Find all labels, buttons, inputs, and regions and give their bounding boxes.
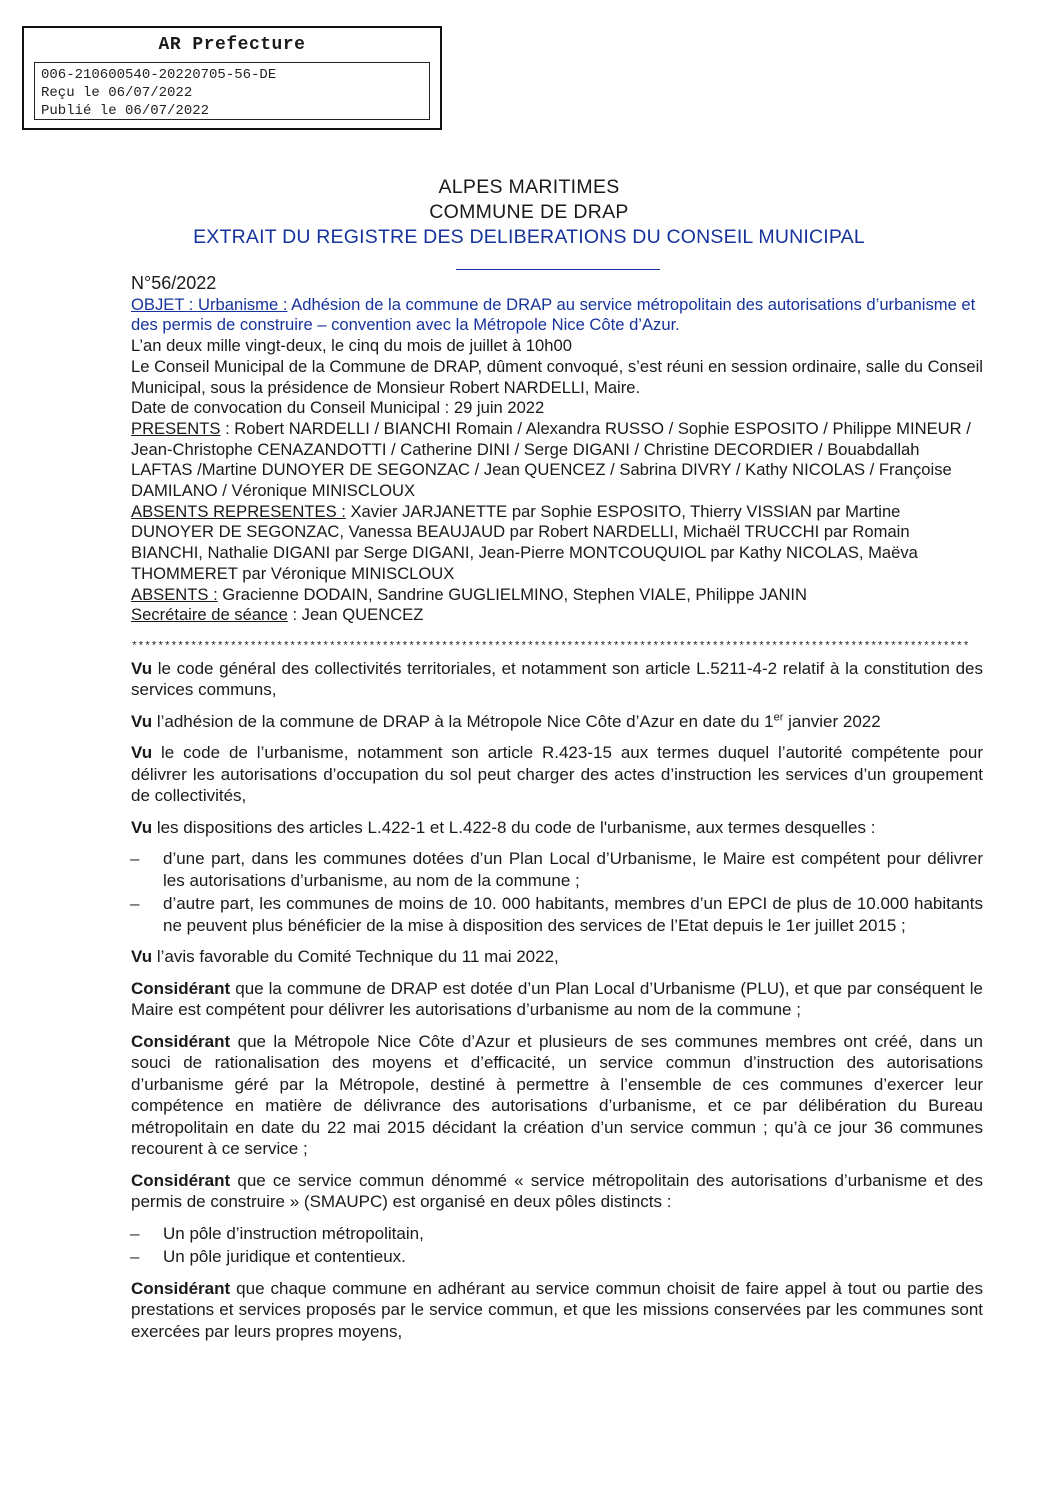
list-item: – Un pôle d’instruction métropolitain,	[131, 1223, 983, 1245]
paragraph-lead: Considérant	[131, 1031, 231, 1051]
list-item: – Un pôle juridique et contentieux.	[131, 1246, 983, 1268]
register-extract-heading: EXTRAIT DU REGISTRE DES DELIBERATIONS DU CONSEIL MUNICIPAL	[193, 226, 865, 248]
session-date: L’an deux mille vingt-deux, le cinq du mois de juillet à 10h00	[131, 336, 572, 356]
objet-line	[131, 295, 983, 336]
paragraph-text: l’adhésion de la commune de DRAP à la Métropole Nice Côte d’Azur en date du 1	[152, 711, 774, 731]
vu-paragraph	[131, 946, 983, 968]
commune-heading: COMMUNE DE DRAP	[429, 201, 629, 223]
convocation-date: Date de convocation du Conseil Municipal : 29 juin 2022	[131, 398, 545, 418]
presents-list: : Robert NARDELLI / BIANCHI Romain / Alexandra RUSSO / Sophie ESPOSITO / Philippe MINEUR / Jean-Christophe CENAZANDOTTI / Catherine DINI / Serge DIGANI / Christine DECORDIER / Bouabdallah LAFTAS /Martine DUNOYER DE SEGONZAC / Jean QUENCEZ / Sabrina DIVRY / Kathy NICOLAS / Françoise DAMILANO / Véronique MINISCLOUX	[131, 418, 971, 501]
paragraph-text: janvier 2022	[783, 711, 881, 731]
document-body	[131, 273, 983, 1352]
presents-label: PRESENTS	[131, 418, 221, 438]
paragraph-text: que la commune de DRAP est dotée d’un Plan Local d’Urbanisme (PLU), et que par conséquent le Maire est compétent pour délivrer les autorisations d’urbanisme au nom de la commune ;	[131, 978, 983, 1020]
list-item: – d’une part, dans les communes dotées d’un Plan Local d’Urbanisme, le Maire est compétent pour délivrer les autorisations d’urbanisme, au nom de la commune ;	[131, 848, 983, 891]
absents-represented-list: Xavier JARJANETTE par Sophie ESPOSITO, Thierry VISSIAN par Martine DUNOYER DE SEGONZAC, Vanessa BEAUJAUD par Robert NARDELLI, Michaël TRUCCHI par Romain BIANCHI, Nathalie DIGANI par Serge DIGANI, Jean-Pierre MONTCOUQUIOL par Kathy NICOLAS, Maëva THOMMERET par Véronique MINISCLOUX	[131, 501, 918, 583]
paragraph-lead: Vu	[131, 658, 153, 678]
paragraph-lead: Vu	[131, 817, 153, 837]
session-convened: Le Conseil Municipal de la Commune de DRAP, dûment convoqué, s’est réuni en session ordinaire, salle du Conseil Municipal, sous la présidence de Monsieur Robert NARDELLI, Maire.	[131, 356, 983, 397]
paragraph-lead: Considérant	[131, 1278, 231, 1298]
objet-label: OBJET : Urbanisme :	[131, 294, 288, 314]
paragraph-lead: Vu	[131, 743, 153, 763]
paragraph-lead: Vu	[131, 947, 153, 967]
stamp-details	[34, 62, 430, 120]
paragraph-text: que ce service commun dénommé « service métropolitain des autorisations d’urbanisme et des permis de construire » (SMAUPC) est organisé en deux pôles distincts :	[131, 1170, 983, 1212]
considerant-paragraph	[131, 1278, 983, 1343]
paragraph-text: les dispositions des articles L.422-1 et L.422-8 du code de l'urbanisme, aux termes desquelles :	[152, 817, 876, 837]
vu-paragraph	[131, 711, 983, 733]
asterisk-separator: *******************************************************************************************************************************	[131, 640, 970, 653]
vu-paragraph	[131, 658, 983, 701]
ordinal-superscript: er	[773, 711, 784, 724]
paragraph-text: que chaque commune en adhérant au service commun choisit de faire appel à tout ou partie des prestations et services proposés par le service commun, et que les missions conservées par les communes sont exercées par leurs propres moyens,	[131, 1278, 983, 1341]
paragraph-text: l’avis favorable du Comité Technique du 11 mai 2022,	[152, 947, 559, 967]
paragraph-lead: Vu	[131, 711, 153, 731]
list-item: – d’autre part, les communes de moins de 10. 000 habitants, membres d’un EPCI de plus de 10.000 habitants ne peuvent plus bénéficier de la mise à disposition des services de l’Etat depuis le 1er juillet 2015 ;	[131, 893, 983, 936]
secretary-line	[131, 605, 983, 626]
absents-represented-line	[131, 502, 983, 585]
considerant-paragraph	[131, 1170, 983, 1213]
considerant-paragraph	[131, 1031, 983, 1160]
absents-label: ABSENTS :	[131, 584, 218, 604]
deliberation-header-block	[131, 295, 983, 626]
secretary-label: Secrétaire de séance	[131, 605, 288, 625]
stamp-reference: 006-210600540-20220705-56-DE	[41, 67, 277, 83]
paragraph-text: que la Métropole Nice Côte d’Azur et plusieurs de ses communes membres ont créé, dans un souci de rationalisation des moyens et d’efficacité, un service commun d’instruction des autorisations d’urbanisme géré par la Métropole, destiné à permettre à l’ensemble de ces communes d’exercer leur compétence en matière de délivrance des autorisations d’urbanisme, et ce par délibération du Bureau métropolitain en date du 22 mai 2015 décidant la création d’un service commun ; qu’à ce jour 36 communes recourent à ce service ;	[131, 1031, 983, 1159]
presents-line	[131, 419, 983, 502]
absents-list: Gracienne DODAIN, Sandrine GUGLIELMINO, Stephen VIALE, Philippe JANIN	[217, 584, 808, 604]
stamp-published-date: Publié le 06/07/2022	[41, 103, 210, 119]
absents-represented-label: ABSENTS REPRESENTES :	[131, 501, 346, 521]
paragraph-text: le code de l’urbanisme, notamment son article R.423-15 aux termes duquel l’autorité compétente pour délivrer les autorisations d’occupation du sol peut charger des actes d’instruction les services d’un groupement de collectivités,	[131, 743, 983, 806]
stamp-received-date: Reçu le 06/07/2022	[41, 85, 193, 101]
vu-paragraph	[131, 742, 983, 807]
vu-paragraph	[131, 817, 983, 839]
stamp-title: AR Prefecture	[158, 35, 306, 55]
deliberation-number: N°56/2022	[131, 273, 217, 293]
heading-divider	[456, 269, 660, 270]
department-heading: ALPES MARITIMES	[438, 176, 620, 198]
dash-list	[131, 1223, 983, 1268]
paragraph-text: le code général des collectivités territoriales, et notamment son article L.5211-4-2 relatif à la constitution des services communs,	[131, 658, 983, 700]
considerant-paragraph	[131, 978, 983, 1021]
paragraph-lead: Considérant	[131, 1170, 231, 1190]
secretary-name: : Jean QUENCEZ	[287, 605, 424, 625]
objet-text: Adhésion de la commune de DRAP au service métropolitain des autorisations d’urbanisme et des permis de construire – convention avec la Métropole Nice Côte d’Azur.	[131, 294, 976, 335]
prefecture-stamp	[22, 26, 442, 130]
absents-line	[131, 585, 983, 606]
paragraph-lead: Considérant	[131, 978, 231, 998]
dash-list	[131, 848, 983, 936]
